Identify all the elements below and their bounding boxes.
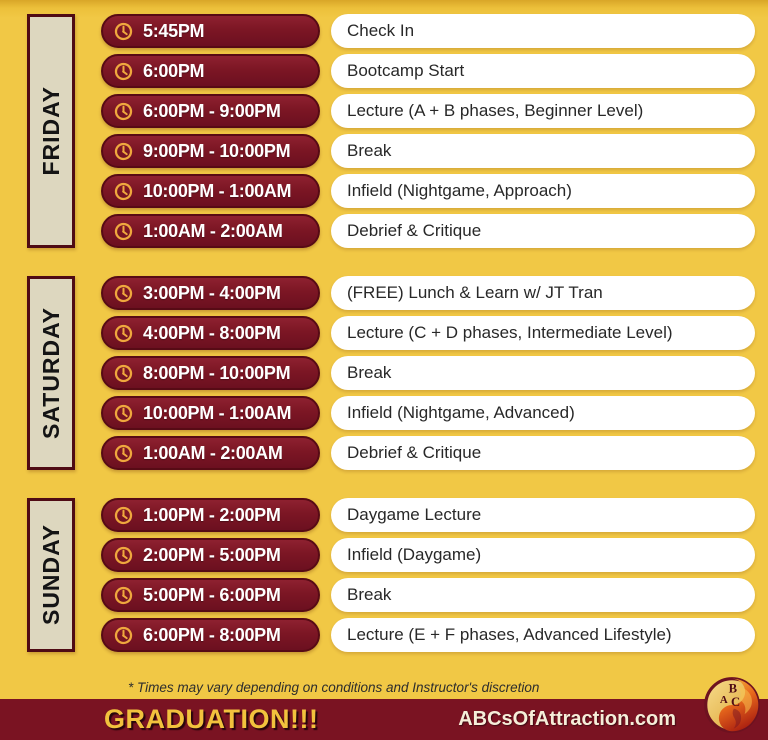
schedule-row — [101, 94, 755, 128]
event-box — [331, 214, 755, 248]
schedule-row — [101, 436, 755, 470]
schedule-row — [101, 214, 755, 248]
event-box — [331, 538, 755, 572]
time-pill — [101, 538, 320, 572]
saturday-rows — [101, 276, 755, 470]
event-label: Infield (Nightgame, Advanced) — [347, 403, 575, 422]
event-box — [331, 14, 755, 48]
event-label: Daygame Lecture — [347, 505, 482, 524]
event-label: Infield (Daygame) — [347, 545, 482, 564]
time-label: 9:00PM - 10:00PM — [143, 140, 291, 161]
clock-icon — [113, 181, 134, 202]
day-label-box-friday — [27, 14, 75, 248]
schedule-row — [101, 316, 755, 350]
clock-icon — [113, 141, 134, 162]
time-label: 6:00PM — [143, 60, 205, 81]
time-pill — [101, 618, 320, 652]
event-label: (FREE) Lunch & Learn w/ JT Tran — [347, 283, 603, 302]
sunday-rows — [101, 498, 755, 652]
time-label: 3:00PM - 4:00PM — [143, 282, 281, 303]
time-pill — [101, 214, 320, 248]
event-label: Bootcamp Start — [347, 61, 465, 80]
day-label-box-sunday — [27, 498, 75, 652]
schedule-row — [101, 356, 755, 390]
clock-icon — [113, 403, 134, 424]
time-pill — [101, 396, 320, 430]
event-box — [331, 396, 755, 430]
section-saturday — [27, 276, 755, 470]
time-label: 1:00PM - 2:00PM — [143, 504, 281, 525]
clock-icon — [113, 585, 134, 606]
event-label: Debrief & Critique — [347, 221, 482, 240]
event-label: Break — [347, 141, 392, 160]
event-box — [331, 578, 755, 612]
clock-icon — [113, 545, 134, 566]
logo-letter-b: B — [728, 681, 738, 696]
event-label: Break — [347, 363, 392, 382]
schedule-row — [101, 498, 755, 532]
time-label: 8:00PM - 10:00PM — [143, 362, 291, 383]
time-label: 2:00PM - 5:00PM — [143, 544, 281, 565]
time-pill — [101, 174, 320, 208]
event-box — [331, 134, 755, 168]
event-label: Lecture (C + D phases, Intermediate Level) — [347, 323, 673, 342]
event-label: Check In — [347, 21, 415, 40]
friday-rows — [101, 14, 755, 248]
clock-icon — [113, 101, 134, 122]
logo-letter-c: C — [731, 694, 741, 709]
time-pill — [101, 14, 320, 48]
schedule-row — [101, 578, 755, 612]
schedule-row — [101, 54, 755, 88]
event-label: Debrief & Critique — [347, 443, 482, 462]
event-box — [331, 498, 755, 532]
event-box — [331, 356, 755, 390]
clock-icon — [113, 505, 134, 526]
time-pill — [101, 316, 320, 350]
time-label: 5:00PM - 6:00PM — [143, 584, 281, 605]
time-label: 10:00PM - 1:00AM — [143, 180, 292, 201]
event-label: Lecture (E + F phases, Advanced Lifestyle) — [347, 625, 672, 644]
time-pill — [101, 578, 320, 612]
event-box — [331, 54, 755, 88]
clock-icon — [113, 283, 134, 304]
schedule-row — [101, 396, 755, 430]
clock-icon — [113, 625, 134, 646]
day-label: SATURDAY — [37, 307, 64, 439]
event-box — [331, 316, 755, 350]
schedule-row — [101, 618, 755, 652]
clock-icon — [113, 221, 134, 242]
event-box — [331, 276, 755, 310]
logo-letter-a: A — [719, 694, 728, 707]
event-label: Lecture (A + B phases, Beginner Level) — [347, 101, 644, 120]
clock-icon — [113, 323, 134, 344]
graduation-label: GRADUATION!!! — [104, 704, 319, 734]
schedule-row — [101, 14, 755, 48]
day-label: SUNDAY — [37, 524, 64, 626]
section-sunday — [27, 498, 755, 652]
time-label: 4:00PM - 8:00PM — [143, 322, 281, 343]
event-box — [331, 618, 755, 652]
schedule-row — [101, 538, 755, 572]
clock-icon — [113, 61, 134, 82]
time-label: 5:45PM — [143, 20, 205, 41]
schedule-row — [101, 276, 755, 310]
event-box — [331, 436, 755, 470]
website-label: ABCsOfAttraction.com — [458, 708, 676, 730]
time-pill — [101, 498, 320, 532]
time-pill — [101, 94, 320, 128]
time-label: 1:00AM - 2:00AM — [143, 220, 283, 241]
clock-icon — [113, 443, 134, 464]
time-label: 1:00AM - 2:00AM — [143, 442, 283, 463]
schedule-row — [101, 174, 755, 208]
time-pill — [101, 134, 320, 168]
time-label: 6:00PM - 9:00PM — [143, 100, 281, 121]
time-pill — [101, 356, 320, 390]
time-pill — [101, 436, 320, 470]
time-pill — [101, 276, 320, 310]
time-label: 10:00PM - 1:00AM — [143, 402, 292, 423]
abc-flame-yinyang-logo — [703, 676, 761, 734]
schedule-row — [101, 134, 755, 168]
day-label: FRIDAY — [37, 86, 64, 176]
event-label: Infield (Nightgame, Approach) — [347, 181, 572, 200]
day-label-box-saturday — [27, 276, 75, 470]
event-box — [331, 174, 755, 208]
clock-icon — [113, 21, 134, 42]
time-label: 6:00PM - 8:00PM — [143, 624, 281, 645]
time-pill — [101, 54, 320, 88]
clock-icon — [113, 363, 134, 384]
event-box — [331, 94, 755, 128]
footer-bar — [0, 699, 768, 740]
section-friday — [27, 14, 755, 248]
event-label: Break — [347, 585, 392, 604]
times-disclaimer: * Times may vary depending on conditions and Instructor's discretion — [128, 680, 540, 695]
